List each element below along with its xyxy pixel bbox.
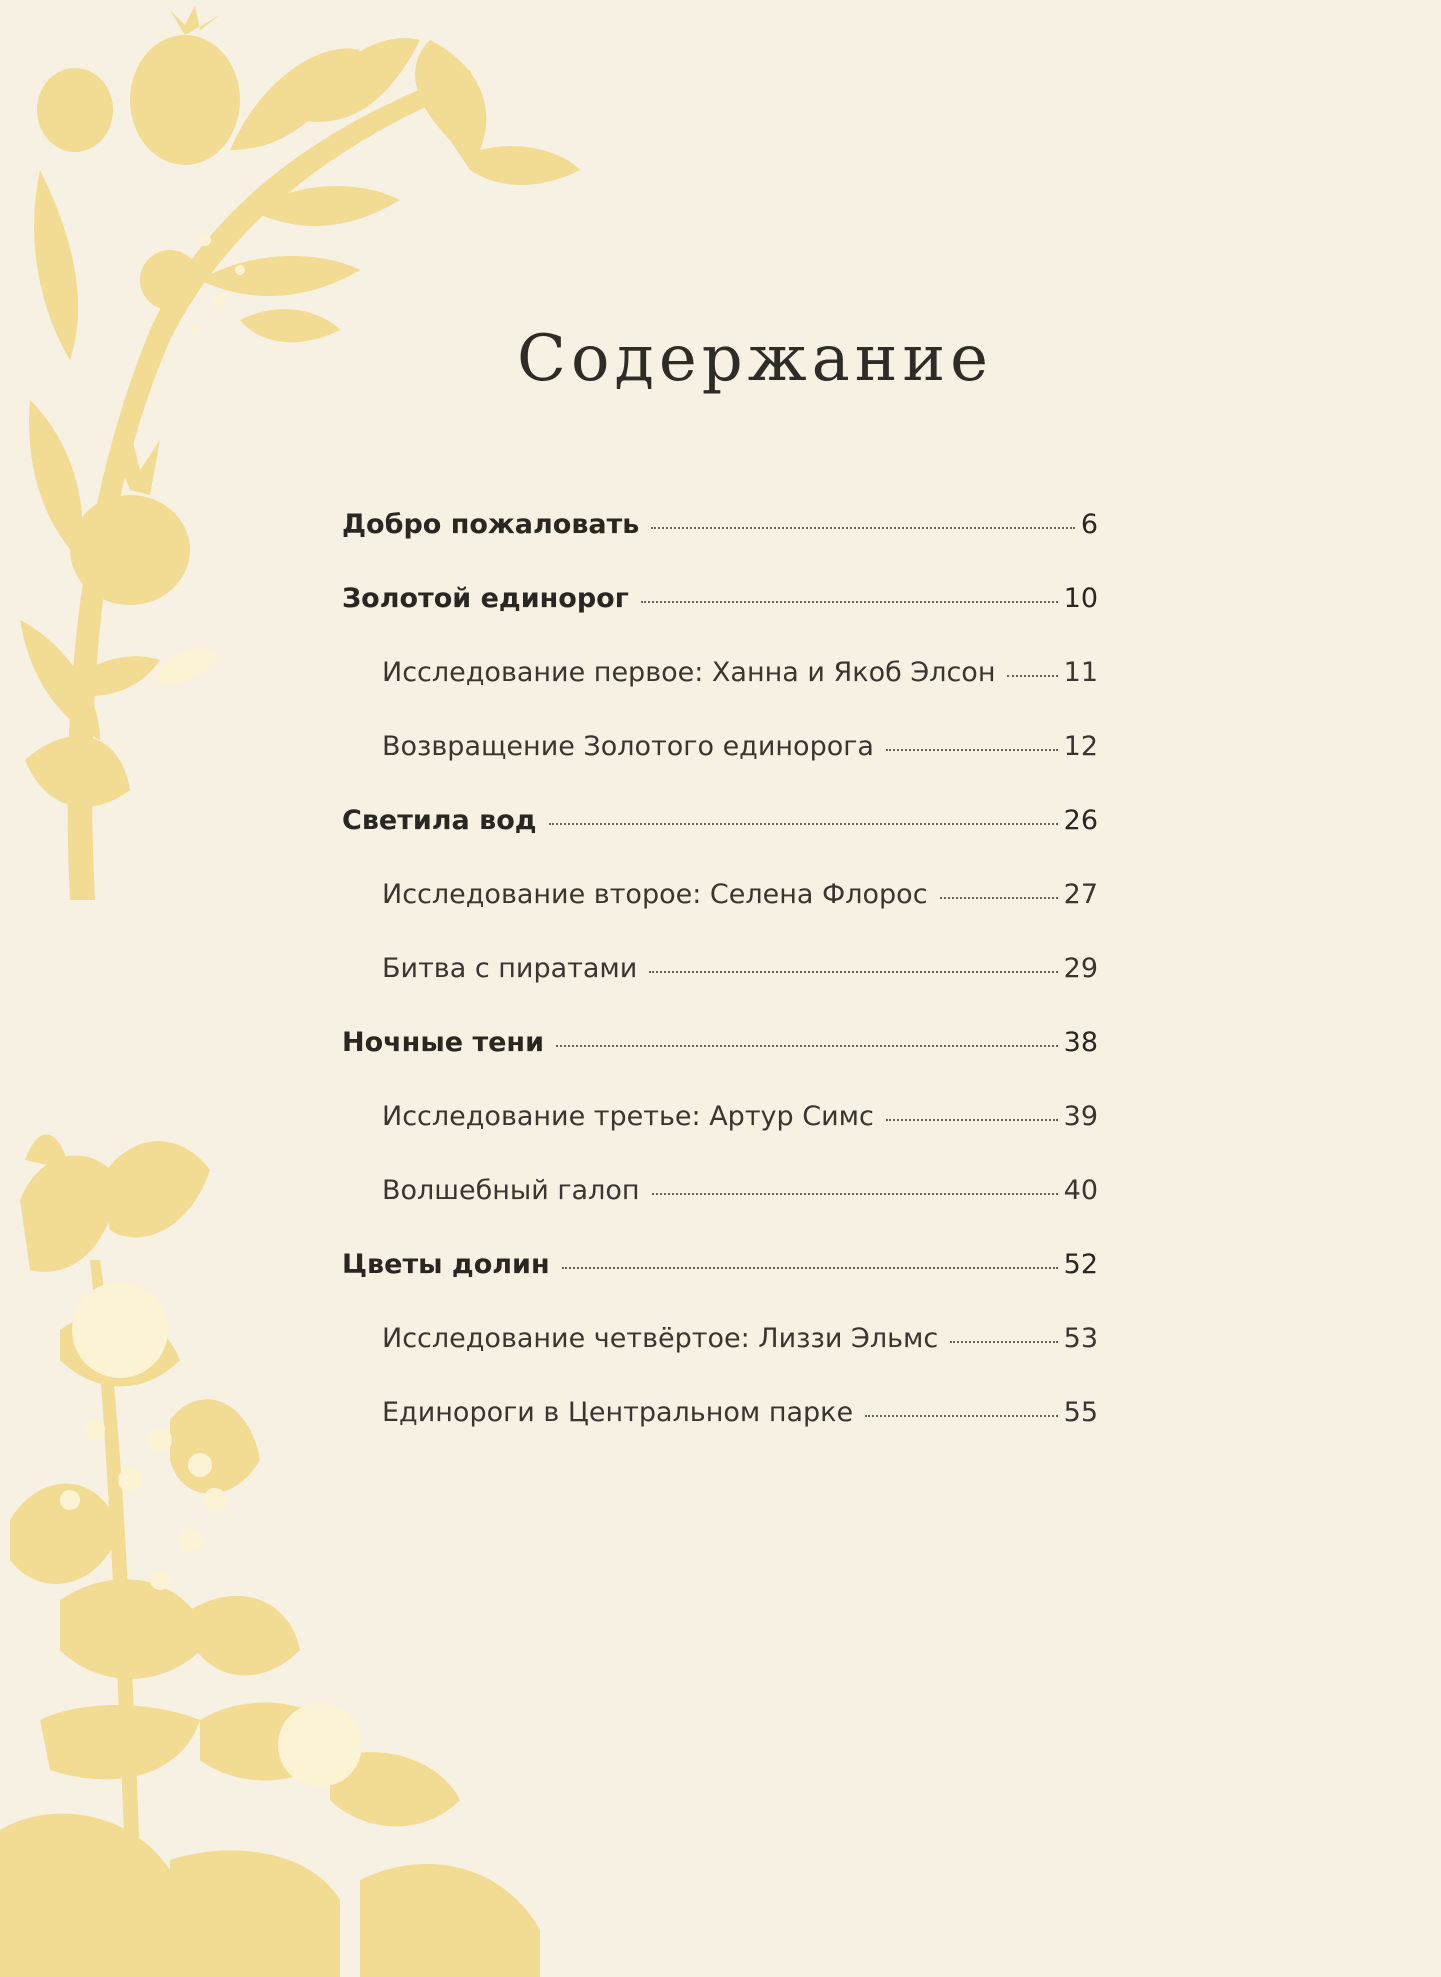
toc-entry-label: Исследование второе: Селена Флорос (382, 879, 928, 910)
toc-entry[interactable] (342, 858, 1098, 932)
toc-entry[interactable] (342, 1080, 1098, 1154)
toc-entry[interactable] (342, 784, 1098, 858)
toc-entry-page: 52 (1063, 1249, 1098, 1280)
toc-entry-label: Возвращение Золотого единорога (382, 731, 874, 762)
toc-entry-page: 29 (1063, 953, 1098, 984)
toc-entry-page: 55 (1063, 1397, 1098, 1428)
toc-entry-page: 38 (1063, 1027, 1098, 1058)
toc-entry[interactable] (342, 1228, 1098, 1302)
toc-entry[interactable] (342, 1376, 1098, 1450)
toc-entry-page: 26 (1063, 805, 1098, 836)
dot-leader (556, 1045, 1058, 1047)
toc-entry[interactable] (342, 932, 1098, 1006)
toc-entry-label: Исследование четвёртое: Лиззи Эльмс (382, 1323, 939, 1354)
dot-leader (562, 1267, 1058, 1269)
toc-entry-label: Исследование первое: Ханна и Якоб Элсон (382, 657, 996, 688)
dot-leader (641, 601, 1058, 603)
toc-entry-page: 12 (1063, 731, 1098, 762)
toc-entry-label: Цветы долин (342, 1249, 550, 1280)
toc-entry[interactable] (342, 562, 1098, 636)
toc-entry-label: Светила вод (342, 805, 537, 836)
toc-entry[interactable] (342, 710, 1098, 784)
toc-entry-label: Битва с пиратами (382, 953, 638, 984)
toc-entry-label: Золотой единорог (342, 583, 629, 614)
table-of-contents (342, 488, 1098, 1450)
toc-entry-page: 11 (1063, 657, 1098, 688)
toc-entry-label: Исследование третье: Артур Симс (382, 1101, 874, 1132)
page-title: Содержание (517, 322, 993, 396)
dot-leader (651, 527, 1074, 529)
toc-entry-page: 10 (1063, 583, 1098, 614)
toc-entry[interactable] (342, 488, 1098, 562)
dot-leader (549, 823, 1058, 825)
toc-entry-page: 27 (1063, 879, 1098, 910)
dot-leader (886, 1119, 1058, 1121)
dot-leader (865, 1415, 1058, 1417)
toc-entry[interactable] (342, 1302, 1098, 1376)
toc-entry-page: 39 (1063, 1101, 1098, 1132)
toc-entry-label: Волшебный галоп (382, 1175, 640, 1206)
toc-entry-page: 6 (1080, 509, 1098, 540)
toc-entry[interactable] (342, 636, 1098, 710)
toc-entry-page: 40 (1063, 1175, 1098, 1206)
dot-leader (950, 1341, 1057, 1343)
dot-leader (1007, 675, 1057, 677)
toc-entry-page: 53 (1063, 1323, 1098, 1354)
toc-entry[interactable] (342, 1154, 1098, 1228)
dot-leader (886, 749, 1058, 751)
toc-entry-label: Добро пожаловать (342, 509, 640, 540)
toc-entry[interactable] (342, 1006, 1098, 1080)
toc-entry-label: Ночные тени (342, 1027, 544, 1058)
toc-entry-label: Единороги в Центральном парке (382, 1397, 854, 1428)
dot-leader (940, 897, 1058, 899)
dot-leader (652, 1193, 1058, 1195)
dot-leader (649, 971, 1057, 973)
